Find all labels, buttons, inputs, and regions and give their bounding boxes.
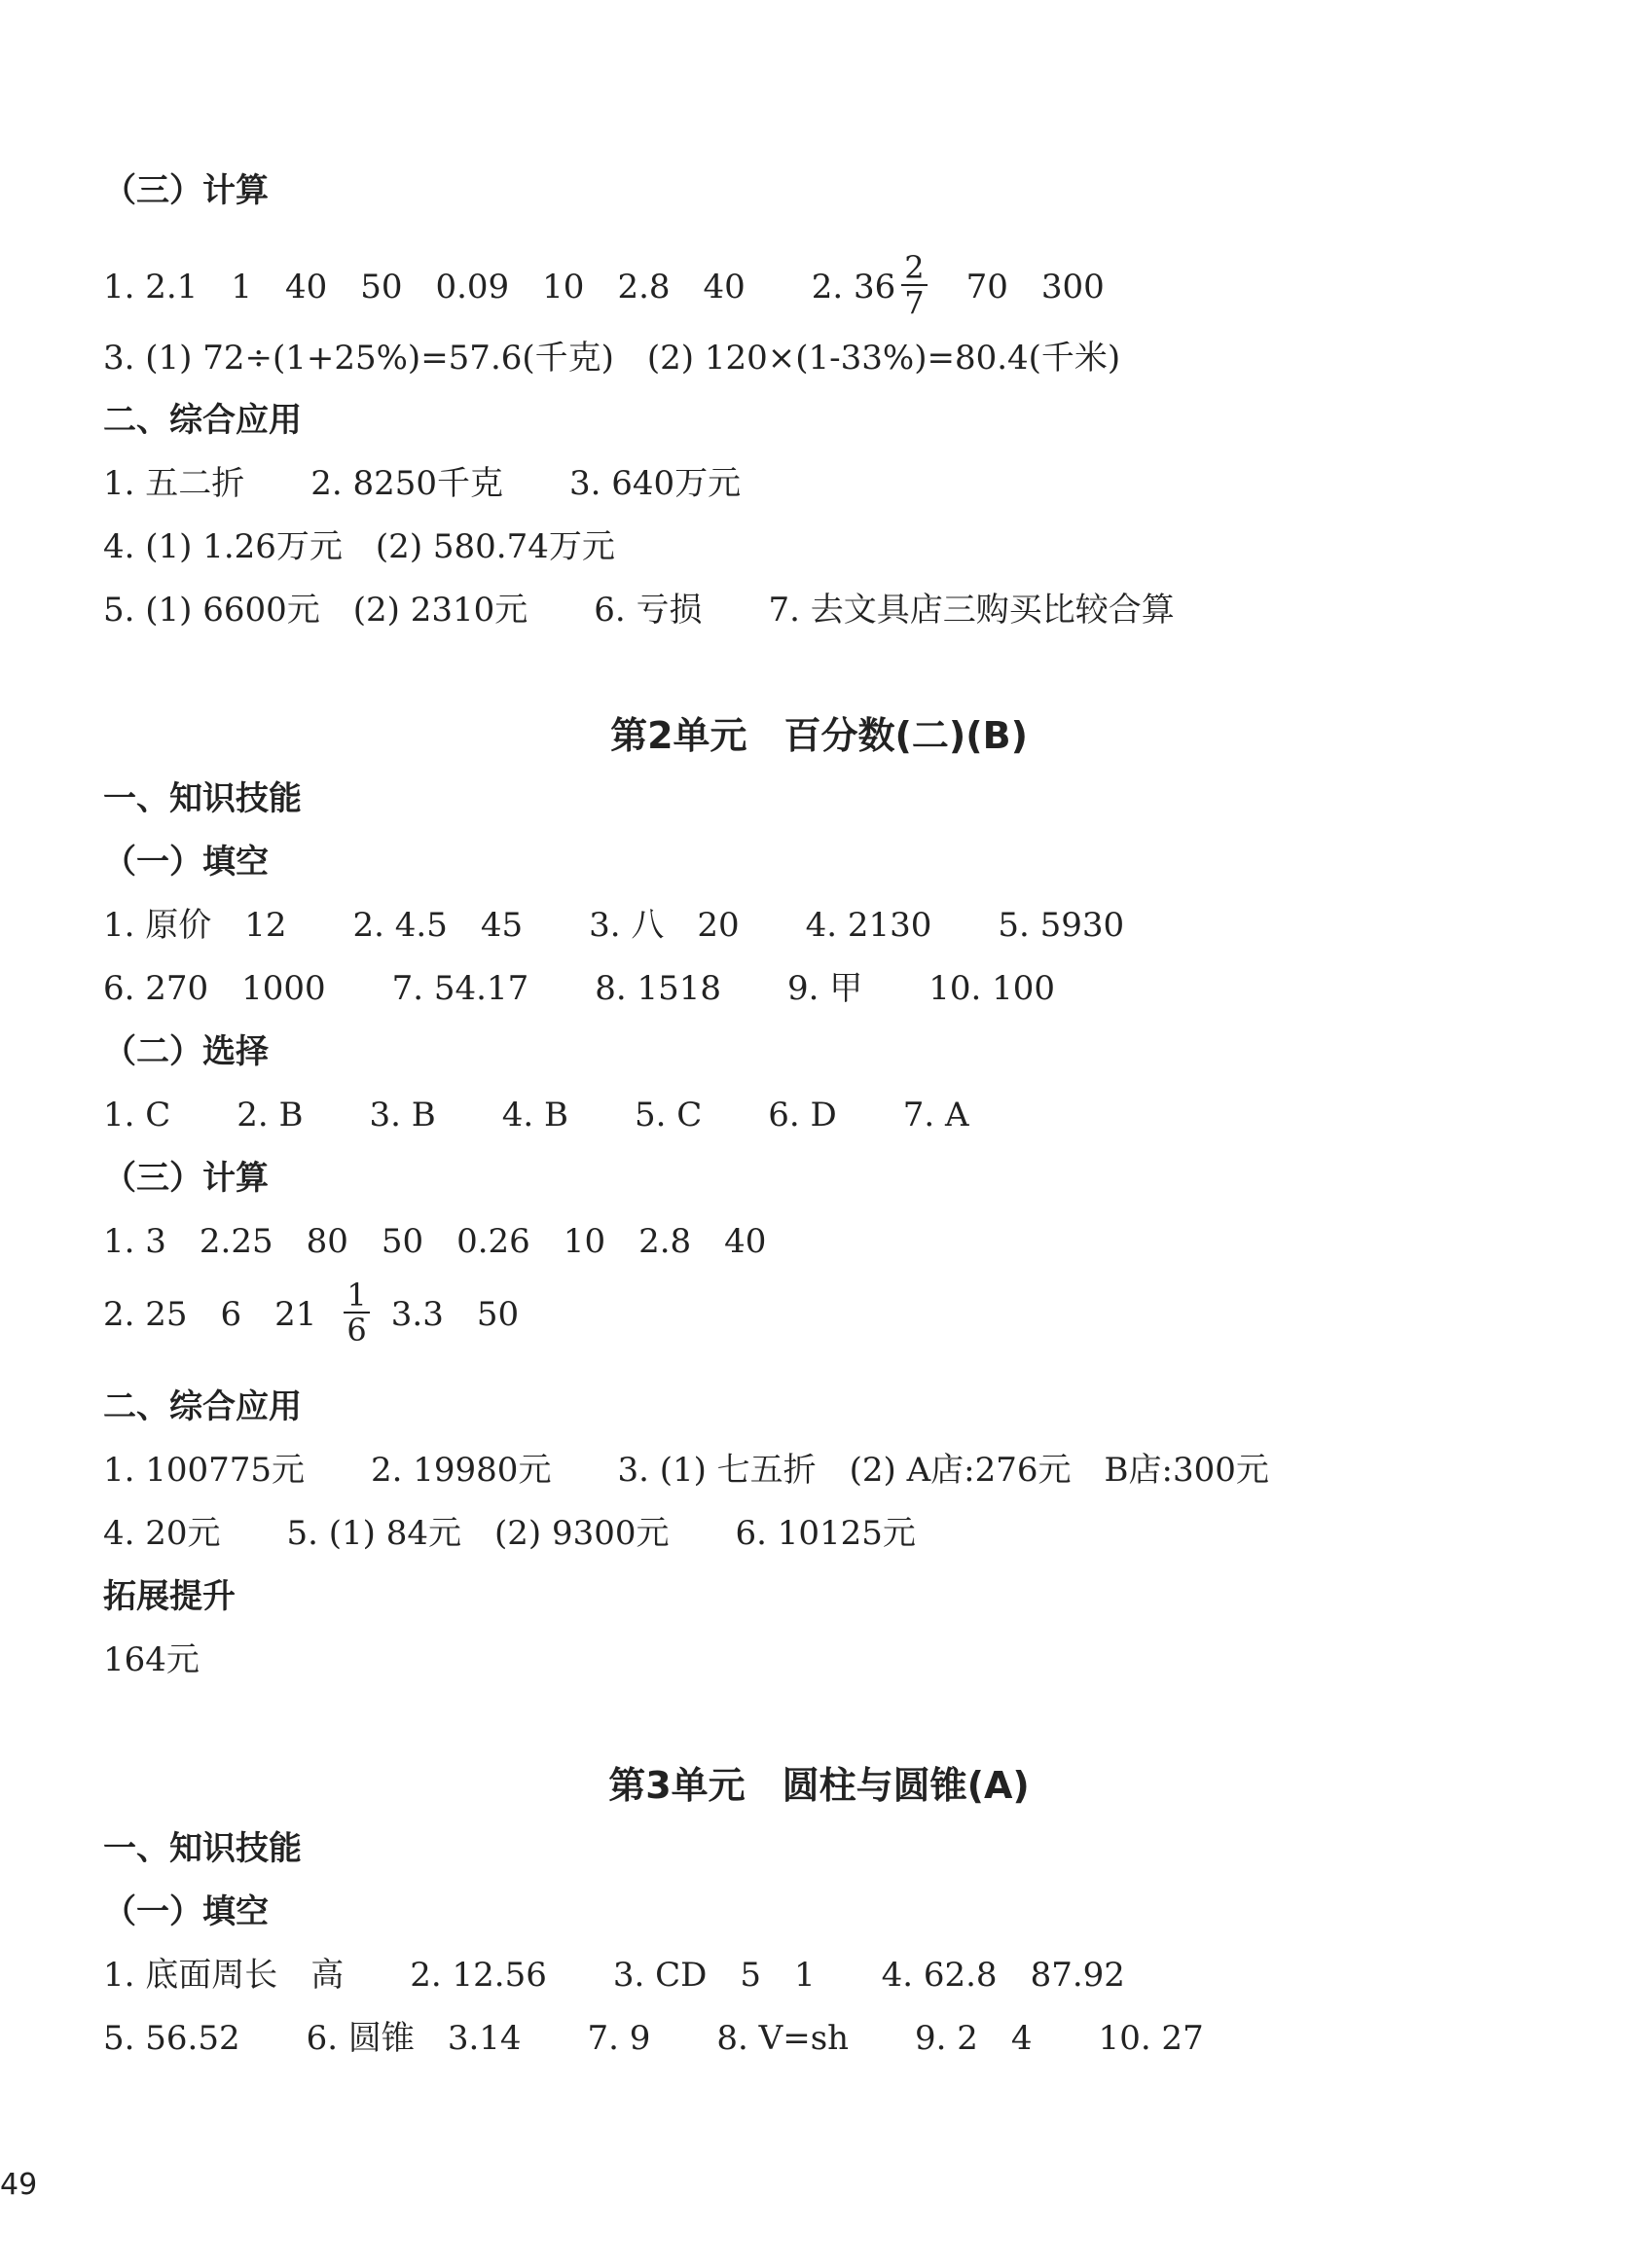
application-line: 4. 20元 5. (1) 84元 (2) 9300元 6. 10125元: [103, 1514, 916, 1553]
calc-answers-line-3: 3. (1) 72÷(1+25%)=57.6(千克) (2) 120×(1-33%)=80.4(千米): [103, 339, 1121, 378]
choice-line: 1. C 2. B 3. B 4. B 5. C 6. D 7. A: [103, 1096, 969, 1134]
fill-line: 6. 270 1000 7. 54.17 8. 1518 9. 甲 10. 100: [103, 969, 1056, 1008]
fraction-denominator: 6: [346, 1312, 367, 1349]
fill-line: 1. 原价 12 2. 4.5 45 3. 八 20 4. 2130 5. 5930: [103, 906, 1125, 945]
heading-choice: （二）选择: [103, 1032, 269, 1071]
heading-knowledge-skills: 一、知识技能: [103, 1829, 302, 1868]
heading-extension: 拓展提升: [103, 1577, 236, 1616]
heading-application: 二、综合应用: [103, 401, 302, 440]
heading-fill-blank: （一）填空: [103, 1892, 269, 1931]
calc-answers-line-2: [103, 1277, 520, 1356]
fill-line: 1. 底面周长 高 2. 12.56 3. CD 5 1 4. 62.8 87.92: [103, 1956, 1125, 1995]
fill-line: 5. 56.52 6. 圆锥 3.14 7. 9 8. V=sh 9. 2 4 10. 27: [103, 2019, 1204, 2058]
heading-knowledge-skills: 一、知识技能: [103, 779, 302, 818]
heading-calc: （三）计算: [103, 1159, 269, 1198]
application-line: 5. (1) 6600元 (2) 2310元 6. 亏损 7. 去文具店三购买比较合算: [103, 591, 1175, 630]
fraction-denominator: 7: [904, 284, 925, 321]
fraction-numerator: 2: [901, 251, 927, 286]
calc-answers-tail: 3.3 50: [390, 1295, 520, 1334]
heading-fill-blank: （一）填空: [103, 843, 269, 882]
fraction-numerator: 1: [344, 1278, 369, 1314]
calc-answers-line-1: [103, 249, 1105, 323]
fraction: [344, 1278, 369, 1347]
application-line: 1. 五二折 2. 8250千克 3. 640万元: [103, 464, 742, 503]
application-line: 1. 100775元 2. 19980元 3. (1) 七五折 (2) A店:276元 B店:300元: [103, 1451, 1269, 1490]
heading-application: 二、综合应用: [103, 1387, 302, 1426]
calc-answers-line-1: 1. 3 2.25 80 50 0.26 10 2.8 40: [103, 1222, 767, 1261]
extension-answer: 164元: [103, 1640, 200, 1679]
calc-answers-tail: 70 300: [932, 268, 1105, 306]
unit-2-title: 第2单元 百分数(二)(B): [610, 714, 1028, 757]
heading-calc: （三）计算: [103, 171, 269, 210]
calc-answers-text: 1. 2.1 1 40 50 0.09 10 2.8 40 2. 36: [103, 268, 896, 306]
application-line: 4. (1) 1.26万元 (2) 580.74万元: [103, 527, 615, 566]
unit-3-title: 第3单元 圆柱与圆锥(A): [608, 1764, 1030, 1807]
calc-answers-text: 2. 25 6 21: [103, 1295, 317, 1334]
fraction: [901, 251, 927, 319]
page-number: 49: [0, 2168, 38, 2202]
